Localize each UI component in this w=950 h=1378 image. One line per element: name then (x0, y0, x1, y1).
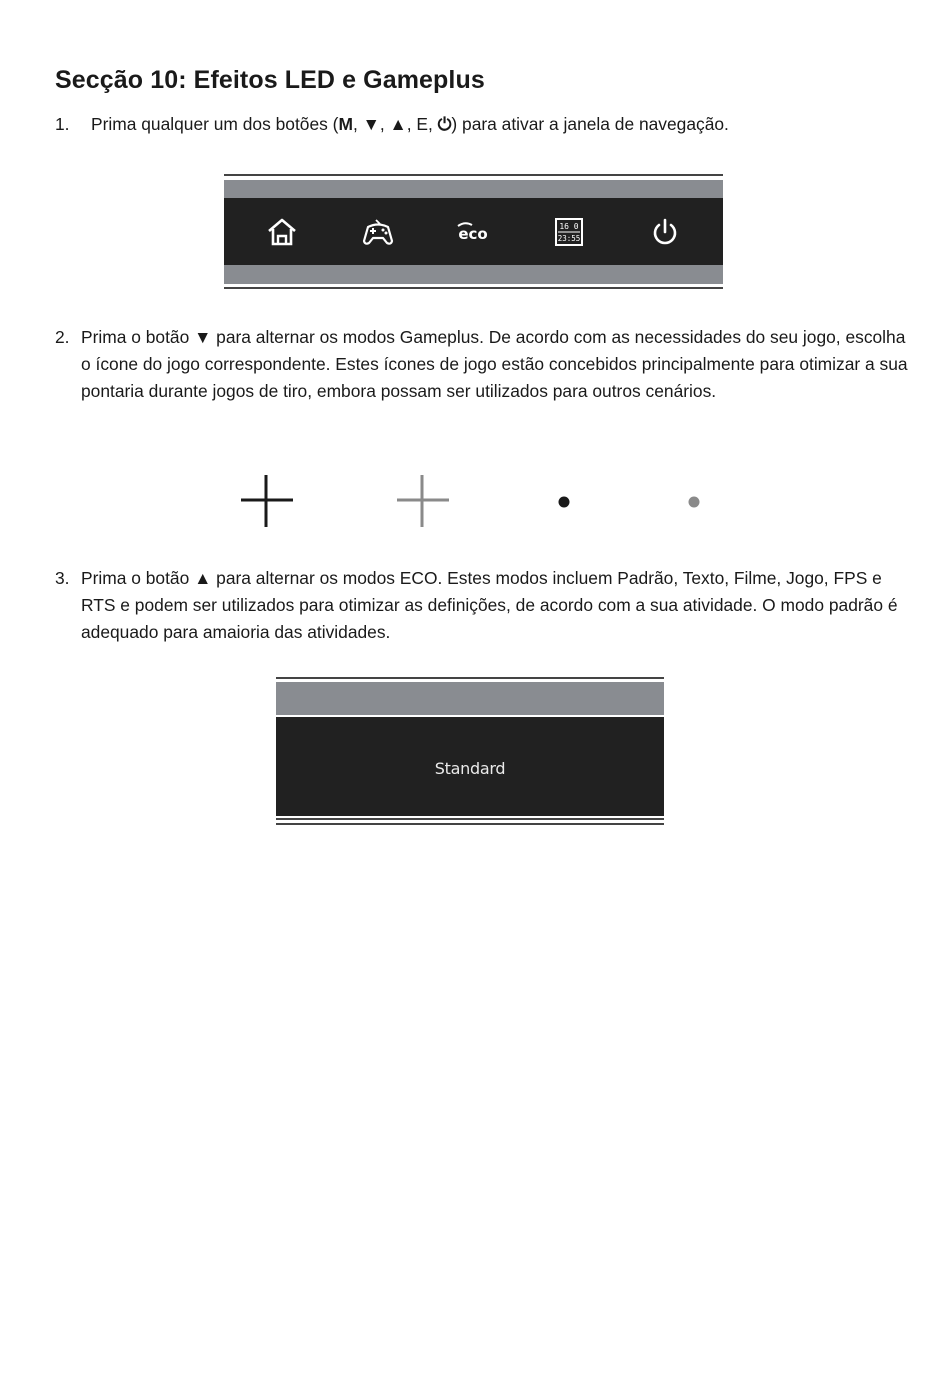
instruction-step-3 (55, 565, 915, 646)
dot-gray-icon (687, 495, 701, 509)
gamepad-icon[interactable] (358, 212, 398, 252)
eco-mode-label: Standard (434, 759, 506, 778)
instruction-step-1 (55, 111, 915, 138)
step-number: 3. (55, 568, 70, 588)
power-icon: ⏻ (437, 114, 452, 134)
dot-black-icon (557, 495, 571, 509)
step-number: 1. (55, 114, 70, 134)
section-title: Secção 10: Efeitos LED e Gameplus (55, 66, 485, 94)
step-text: Prima qualquer um dos botões (M, ▼, ▲, E, ⏻) para ativar a janela de navegação. (91, 114, 729, 134)
navigation-window (224, 174, 723, 291)
crosshair-black-icon (241, 475, 293, 527)
step-text: Prima o botão ▲ para alternar os modos ECO. Estes modos incluem Padrão, Texto, Filme, Jogo, FPS e RTS e podem ser utilizados para otimizar as definições, de acordo com a sua atividade. O modo padrão é adequado para amaioria das atividades. (81, 568, 898, 642)
timer-top: 16 0 (559, 221, 579, 231)
eco-mode-window (276, 677, 664, 825)
timer-bottom: 23:55 (557, 233, 581, 243)
home-icon[interactable] (262, 212, 302, 252)
m-button-label: M (338, 114, 353, 134)
eco-label: eco (458, 224, 489, 243)
eco-icon[interactable] (453, 212, 493, 252)
crosshair-gray-icon (397, 475, 449, 527)
timer-icon[interactable] (549, 212, 589, 252)
step-text: Prima o botão ▼ para alternar os modos Gameplus. De acordo com as necessidades do seu jogo, escolha o ícone do jogo correspondente. Estes ícones de jogo estão concebidos principalmente para otimizar a sua pontaria durante jogos de tiro, embora possam ser utilizados para outros cenários. (81, 327, 908, 401)
step-number: 2. (55, 327, 70, 347)
instruction-step-2 (55, 324, 915, 405)
power-icon[interactable] (645, 212, 685, 252)
